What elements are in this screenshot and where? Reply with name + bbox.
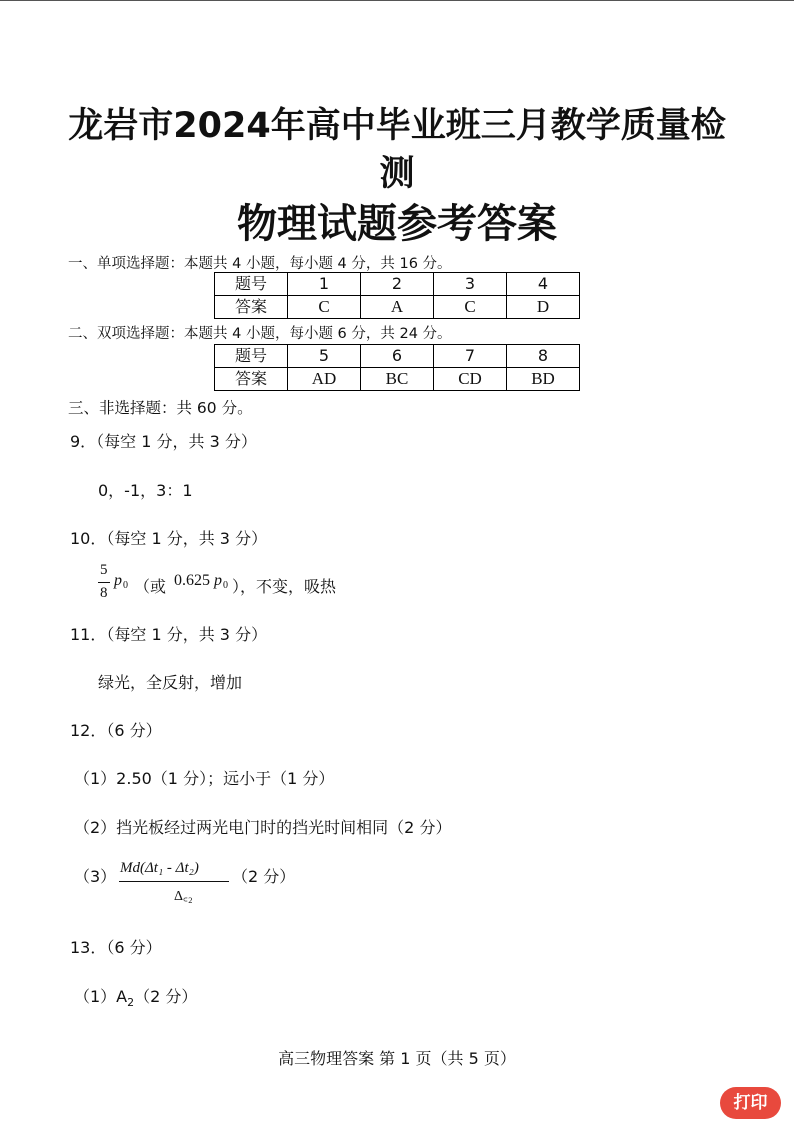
table-cell: 6 <box>361 345 434 368</box>
table-cell: AD <box>288 368 361 391</box>
table-cell: CD <box>434 368 507 391</box>
page-footer: 高三物理答案 第 1 页（共 5 页） <box>278 1049 516 1068</box>
page-title: 物理试题参考答案 <box>237 201 557 247</box>
top-border <box>0 0 794 1</box>
table-cell: 题号 <box>215 345 288 368</box>
table-cell: C <box>434 296 507 319</box>
section-single-choice: 一、单项选择题：本题共 4 小题，每小题 4 分，共 16 分。 <box>68 256 452 272</box>
fraction-bar <box>119 881 229 882</box>
p-subscript: 0 <box>223 580 228 591</box>
q12-a3-score: （2 分） <box>232 867 296 886</box>
answer-table-2 <box>214 344 580 391</box>
table-cell: 答案 <box>215 296 288 319</box>
table-cell: 答案 <box>215 368 288 391</box>
q13-heading: 13．（6 分） <box>70 938 162 957</box>
p-symbol: p <box>114 572 122 589</box>
q11-heading: 11．（每空 1 分，共 3 分） <box>70 625 268 644</box>
q13-answer-1: $(1)A_2(2$ 分） <box>74 987 198 1010</box>
q12-heading: 12．（6 分） <box>70 721 162 740</box>
table-cell: BD <box>507 368 580 391</box>
table-cell: C <box>288 296 361 319</box>
fraction-denominator: 8 <box>100 585 108 601</box>
table-cell: D <box>507 296 580 319</box>
alt-value: 0.625 <box>174 572 210 589</box>
table-cell: 5 <box>288 345 361 368</box>
q12-answer-2: （2）挡光板经过两光电门时的挡光时间相同（2 分） <box>74 818 452 837</box>
q12-answer-1: （1）2.50（1 分）；远小于（1 分） <box>74 769 335 788</box>
table-cell: 4 <box>507 273 580 296</box>
table-cell: BC <box>361 368 434 391</box>
q9-heading: 9．（每空 1 分，共 3 分） <box>70 432 257 451</box>
section-non-choice: 三、非选择题：共 60 分。 <box>68 399 253 417</box>
q12-a3-prefix: （3） <box>74 867 117 886</box>
print-button[interactable]: 打印 <box>720 1087 781 1119</box>
formula-denominator: Δ꜀₂ <box>174 889 193 904</box>
table-cell: A <box>361 296 434 319</box>
q10-heading: 10．（每空 1 分，共 3 分） <box>70 529 268 548</box>
q11-answer: 绿光，全反射，增加 <box>98 673 243 692</box>
answer-table-1 <box>214 272 580 319</box>
table-cell: 8 <box>507 345 580 368</box>
title-line-1: 龙岩市2024年高中毕业班三月教学质量检 测 <box>68 106 726 194</box>
table-cell: 题号 <box>215 273 288 296</box>
q9-answer: 0，-1，3：1 <box>98 481 193 500</box>
table-cell: 7 <box>434 345 507 368</box>
table-cell: 1 <box>288 273 361 296</box>
table-cell: 3 <box>434 273 507 296</box>
formula-numerator: Md(Δt₁ - Δt₂) <box>120 860 199 876</box>
fraction-bar <box>98 582 110 583</box>
table-cell: 2 <box>361 273 434 296</box>
p-symbol: p <box>214 572 222 589</box>
q10-rest: ），不变，吸热 <box>232 577 337 596</box>
p-subscript: 0 <box>123 580 128 591</box>
alt-open: （或 <box>134 577 167 596</box>
fraction-numerator: 5 <box>100 562 108 578</box>
section-double-choice: 二、双项选择题：本题共 4 小题，每小题 6 分，共 24 分。 <box>68 326 452 342</box>
